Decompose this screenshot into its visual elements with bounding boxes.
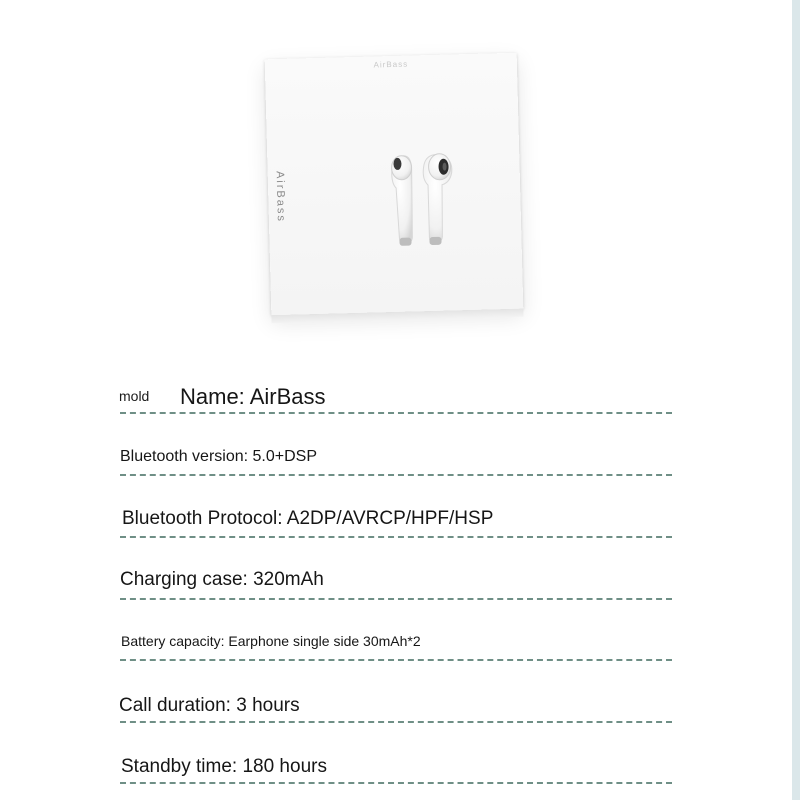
spec-row-divider (120, 659, 672, 661)
spec-row-divider (120, 474, 672, 476)
right-edge-strip (792, 0, 800, 800)
spec-row-divider (120, 782, 672, 784)
spec-bluetooth-version-text: Bluetooth version: 5.0+DSP (120, 448, 318, 465)
spec-bluetooth-protocol-text: Bluetooth Protocol: A2DP/AVRCP/HPF/HSP (122, 508, 494, 529)
spec-row-divider (120, 598, 672, 600)
spec-call-duration-text: Call duration: 3 hours (119, 695, 300, 716)
spec-row-divider (120, 412, 672, 414)
mold-label: mold (119, 388, 150, 404)
earbuds-image (367, 136, 471, 309)
right-earbud-icon (423, 153, 454, 245)
spec-standby-time-text: Standby time: 180 hours (121, 756, 327, 777)
spec-row-divider (120, 721, 672, 723)
spec-battery-capacity-text: Battery capacity: Earphone single side 30mAh*2 (121, 633, 421, 649)
product-box (265, 53, 524, 316)
box-top-brand-text: AirBass (373, 59, 409, 70)
spec-row-divider (120, 536, 672, 538)
spec-name-text: Name: AirBass (180, 384, 326, 409)
box-side-brand-text: AirBass (273, 170, 287, 224)
spec-charging-case-text: Charging case: 320mAh (120, 569, 324, 590)
left-earbud-icon (391, 156, 413, 246)
